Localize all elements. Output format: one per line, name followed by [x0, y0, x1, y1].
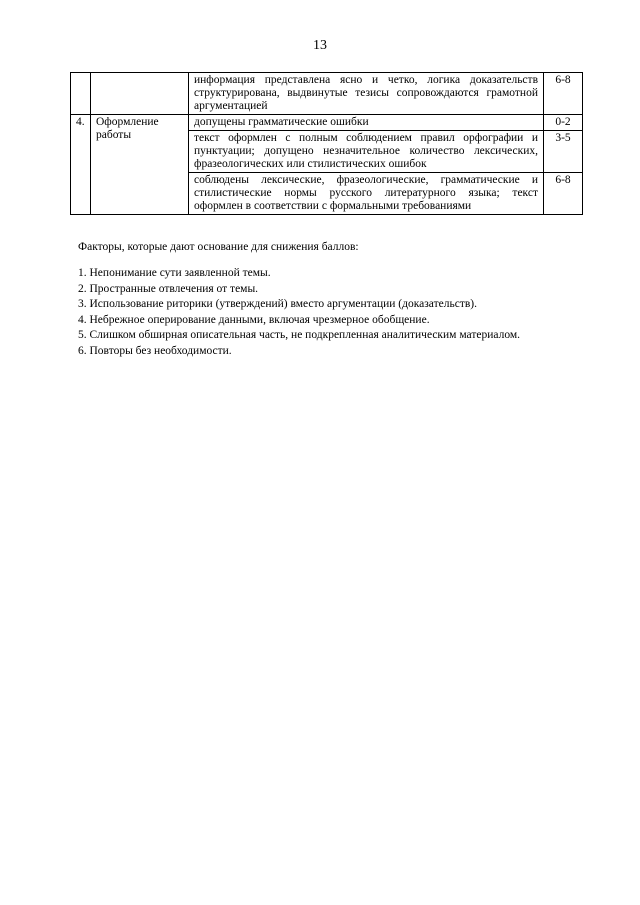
score-reduction-factors: [78, 241, 578, 360]
list-item: 2. Пространные отвлечения от темы.: [78, 282, 259, 295]
table-row: [71, 115, 583, 131]
criterion-description: допущены грамматические ошибки: [189, 115, 544, 131]
criterion-name: [91, 73, 189, 115]
criterion-score: 6-8: [544, 173, 583, 215]
factors-heading: Факторы, которые дают основание для снижения баллов:: [78, 241, 359, 253]
criterion-score: 0-2: [544, 115, 583, 131]
criterion-description: текст оформлен с полным соблюдением правил орфографии и пунктуации; допущено незначительное количество лексических, фразеологических или стилистических ошибок: [189, 131, 544, 173]
criterion-description: соблюдены лексические, фразеологические, грамматические и стилистические нормы русского литературного языка; текст оформлен в соответствии с формальными требованиями: [189, 173, 544, 215]
criterion-number: [71, 73, 91, 115]
criterion-number: 4.: [71, 115, 91, 215]
criterion-score: 3-5: [544, 131, 583, 173]
list-item: 3. Использование риторики (утверждений) вместо аргументации (доказательств).: [78, 298, 477, 310]
evaluation-criteria-table: [70, 72, 583, 215]
list-item: 1. Непонимание сути заявленной темы.: [78, 267, 271, 279]
criterion-score: 6-8: [544, 73, 583, 115]
table-row: [71, 73, 583, 115]
page-number: 13: [313, 38, 327, 53]
list-item: 5. Слишком обширная описательная часть, не подкрепленная аналитическим материалом.: [78, 329, 520, 341]
criterion-description: информация представлена ясно и четко, логика доказательств структурирована, выдвинутые тезисы сопровождаются грамотной аргументацией: [189, 73, 544, 115]
list-item: 4. Небрежное оперирование данными, включая чрезмерное обобщение.: [78, 313, 430, 326]
list-item: 6. Повторы без необходимости.: [78, 344, 232, 357]
factors-list: [78, 267, 578, 358]
criterion-name: Оформление работы: [91, 115, 189, 215]
